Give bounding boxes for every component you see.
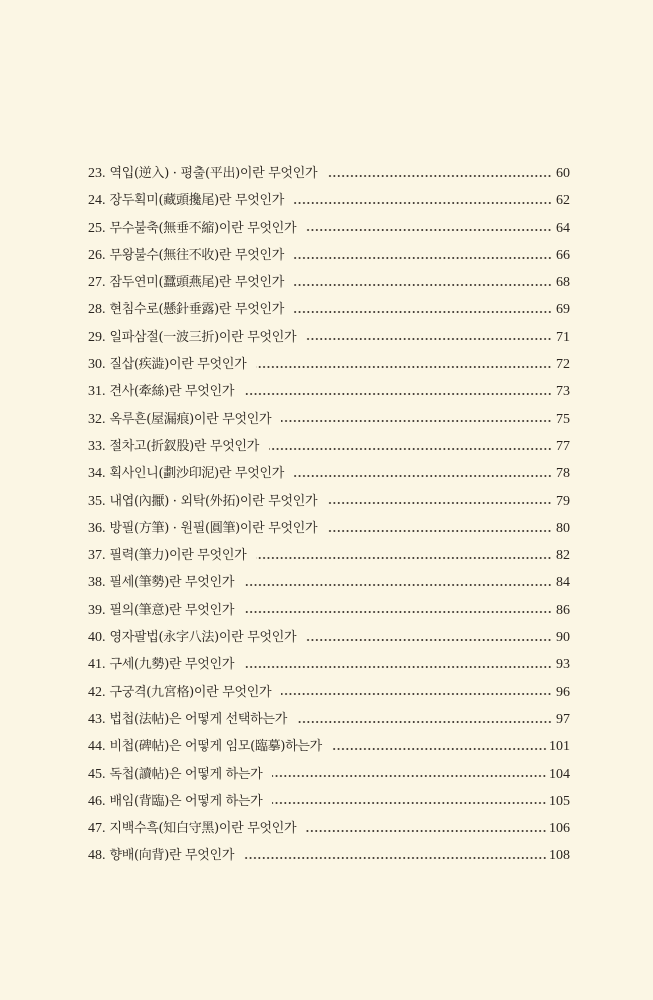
- entry-page-number: 93: [556, 657, 570, 673]
- dot-leader: [256, 366, 552, 368]
- entry-title: 장두획미(藏頭攙尾)란 무엇인가: [109, 193, 284, 209]
- entry-number: 30.: [88, 357, 106, 373]
- entry-page-number: 68: [556, 275, 570, 291]
- entry-page-number: 106: [549, 821, 570, 837]
- entry-number: 43.: [88, 711, 106, 727]
- entry-number: 31.: [88, 384, 106, 400]
- entry-title: 내엽(內擫) · 외탁(外拓)이란 무엇인가: [109, 493, 318, 509]
- entry-page-number: 104: [549, 766, 570, 782]
- dot-leader: [306, 338, 552, 340]
- dot-leader: [327, 530, 552, 532]
- dot-leader: [244, 393, 552, 395]
- entry-number: 23.: [88, 166, 106, 181]
- toc-entry: [88, 679, 570, 706]
- entry-page-number: 86: [556, 602, 570, 618]
- toc-entry: [88, 187, 570, 214]
- entry-number: 41.: [88, 657, 106, 673]
- entry-title: 무왕불수(無往不收)란 무엇인가: [109, 247, 284, 263]
- entry-page-number: 78: [556, 466, 570, 482]
- entry-title: 잠두연미(蠶頭燕尾)란 무엇인가: [109, 275, 284, 291]
- entry-page-number: 79: [556, 493, 570, 509]
- entry-number: 33.: [88, 438, 106, 454]
- entry-number: 45.: [88, 766, 106, 782]
- dot-leader: [306, 830, 547, 832]
- entry-page-number: 80: [556, 520, 570, 536]
- entry-number: 27.: [88, 275, 106, 291]
- entry-number: 40.: [88, 630, 106, 646]
- toc-entry: [88, 624, 570, 651]
- entry-number: 32.: [88, 411, 106, 427]
- toc-entry: [88, 706, 570, 733]
- dot-leader: [281, 420, 552, 422]
- entry-number: 38.: [88, 575, 106, 591]
- dot-leader: [294, 257, 552, 259]
- entry-page-number: 75: [556, 411, 570, 427]
- toc-entry: [88, 324, 570, 351]
- entry-title: 필의(筆意)란 무엇인가: [109, 602, 235, 618]
- entry-number: 46.: [88, 793, 106, 809]
- toc-entry: [88, 406, 570, 433]
- entry-number: 25.: [88, 220, 106, 236]
- entry-page-number: 77: [556, 438, 570, 454]
- entry-page-number: 96: [556, 684, 570, 700]
- toc-entry: [88, 433, 570, 460]
- dot-leader: [256, 557, 552, 559]
- entry-number: 39.: [88, 602, 106, 618]
- entry-title: 필세(筆勢)란 무엇인가: [109, 575, 235, 591]
- entry-title: 향배(向背)란 무엇인가: [109, 848, 235, 864]
- entry-page-number: 66: [556, 247, 570, 263]
- entry-number: 28.: [88, 302, 106, 318]
- entry-title: 지백수흑(知白守黑)이란 무엇인가: [109, 821, 297, 837]
- toc-entry: [88, 351, 570, 378]
- entry-title: 필력(筆力)이란 무엇인가: [109, 548, 247, 564]
- dot-leader: [272, 775, 547, 777]
- entry-number: 44.: [88, 739, 106, 755]
- entry-title: 독첩(讀帖)은 어떻게 하는가: [109, 766, 263, 782]
- entry-number: 24.: [88, 193, 106, 209]
- dot-leader: [272, 802, 547, 804]
- toc-entry: [88, 215, 570, 242]
- entry-title: 법첩(法帖)은 어떻게 선택하는가: [109, 711, 287, 727]
- toc-entry: [88, 269, 570, 296]
- entry-title: 현침수로(懸針垂露)란 무엇인가: [109, 302, 284, 318]
- entry-page-number: 73: [556, 384, 570, 400]
- dot-leader: [327, 502, 552, 504]
- toc-entry: [88, 815, 570, 842]
- entry-page-number: 69: [556, 302, 570, 318]
- dot-leader: [306, 229, 552, 231]
- entry-title: 절차고(折釵股)란 무엇인가: [109, 438, 260, 454]
- toc-entry: [88, 488, 570, 515]
- toc-entry: [88, 242, 570, 269]
- entry-title: 배임(背臨)은 어떻게 하는가: [109, 793, 263, 809]
- dot-leader: [244, 611, 552, 613]
- entry-title: 비첩(碑帖)은 어떻게 임모(臨摹)하는가: [109, 739, 322, 755]
- dot-leader: [294, 475, 552, 477]
- entry-number: 29.: [88, 329, 106, 345]
- dot-leader: [294, 311, 552, 313]
- entry-page-number: 90: [556, 630, 570, 646]
- entry-title: 견사(牽絲)란 무엇인가: [109, 384, 235, 400]
- toc-entry: [88, 515, 570, 542]
- dot-leader: [327, 175, 552, 177]
- entry-title: 역입(逆入) · 평출(平出)이란 무엇인가: [109, 166, 318, 181]
- entry-number: 36.: [88, 520, 106, 536]
- entry-page-number: 64: [556, 220, 570, 236]
- toc-entry: [88, 788, 570, 815]
- dot-leader: [294, 284, 552, 286]
- entry-title: 일파삼절(一波三折)이란 무엇인가: [109, 329, 297, 345]
- toc-entry: [88, 378, 570, 405]
- entry-page-number: 84: [556, 575, 570, 591]
- entry-number: 47.: [88, 821, 106, 837]
- entry-title: 구궁격(九宮格)이란 무엇인가: [109, 684, 272, 700]
- toc-entry: [88, 761, 570, 788]
- dot-leader: [244, 666, 552, 668]
- toc-entry: [88, 296, 570, 323]
- toc-entry: [88, 597, 570, 624]
- toc-entry: [88, 569, 570, 596]
- toc-entry: [88, 542, 570, 569]
- entry-number: 48.: [88, 848, 106, 864]
- dot-leader: [269, 448, 552, 450]
- entry-title: 획사인니(劃沙印泥)란 무엇인가: [109, 466, 284, 482]
- dot-leader: [294, 202, 552, 204]
- entry-title: 구세(九勢)란 무엇인가: [109, 657, 235, 673]
- table-of-contents: [88, 160, 570, 870]
- entry-page-number: 101: [549, 739, 570, 755]
- entry-number: 37.: [88, 548, 106, 564]
- toc-entry: [88, 733, 570, 760]
- entry-page-number: 62: [556, 193, 570, 209]
- entry-number: 35.: [88, 493, 106, 509]
- dot-leader: [306, 639, 552, 641]
- entry-page-number: 105: [549, 793, 570, 809]
- entry-page-number: 108: [549, 848, 570, 864]
- entry-number: 26.: [88, 247, 106, 263]
- entry-number: 34.: [88, 466, 106, 482]
- dot-leader: [244, 584, 552, 586]
- entry-page-number: 97: [556, 711, 570, 727]
- entry-title: 무수불축(無垂不縮)이란 무엇인가: [109, 220, 297, 236]
- dot-leader: [281, 693, 552, 695]
- entry-number: 42.: [88, 684, 106, 700]
- entry-title: 옥루흔(屋漏痕)이란 무엇인가: [109, 411, 272, 427]
- toc-entry: [88, 842, 570, 869]
- dot-leader: [332, 748, 547, 750]
- entry-title: 영자팔법(永字八法)이란 무엇인가: [109, 630, 297, 646]
- dot-leader: [244, 857, 547, 859]
- toc-entry: [88, 160, 570, 187]
- entry-page-number: 82: [556, 548, 570, 564]
- dot-leader: [297, 721, 552, 723]
- entry-page-number: 60: [556, 166, 570, 181]
- toc-entry: [88, 651, 570, 678]
- entry-page-number: 71: [556, 329, 570, 345]
- entry-title: 방필(方筆) · 원필(圓筆)이란 무엇인가: [109, 520, 318, 536]
- entry-title: 질삽(疾澁)이란 무엇인가: [109, 357, 247, 373]
- toc-entry: [88, 460, 570, 487]
- entry-page-number: 72: [556, 357, 570, 373]
